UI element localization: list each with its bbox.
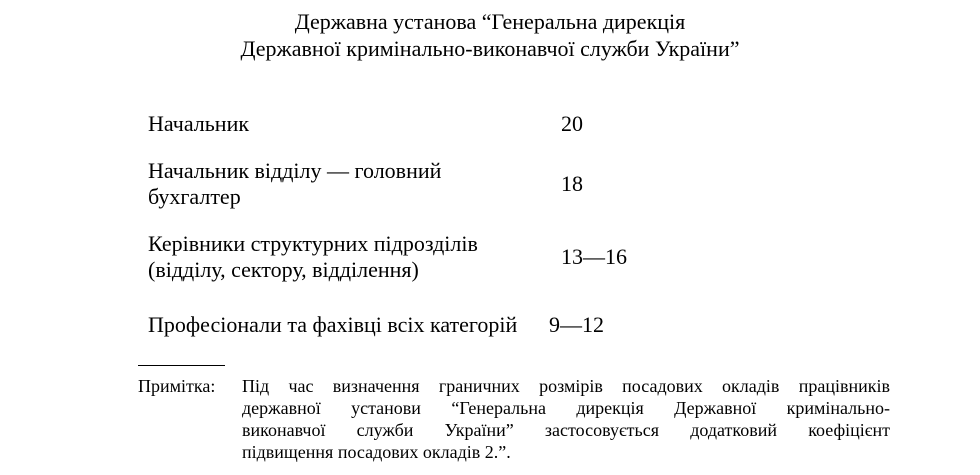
- position-name: [148, 158, 548, 210]
- document-title: [0, 8, 980, 62]
- table-row: [148, 312, 848, 338]
- title-line-2: Державної кримінально-виконавчої служби України”: [240, 36, 740, 61]
- footnote-divider: [138, 365, 225, 366]
- coefficient-value: 20: [561, 111, 583, 136]
- position-name: [148, 231, 548, 283]
- coefficient-value: 9—12: [549, 312, 604, 337]
- position-name-line: бухгалтер: [148, 184, 241, 209]
- table-row: [148, 158, 848, 210]
- table-row: [148, 231, 848, 283]
- position-name-line: Начальник відділу — головний: [148, 158, 442, 183]
- position-name-line: Начальник: [148, 111, 250, 136]
- note-line: державної установи “Генеральна дирекція Державної кримінально-: [242, 398, 890, 418]
- coefficient-value: 13—16: [561, 244, 627, 269]
- table-row: [148, 111, 848, 137]
- note-line: Під час визначення граничних розмірів посадових окладів працівників: [242, 376, 890, 396]
- position-name-line: Керівники структурних підрозділів: [148, 231, 478, 256]
- position-name: [148, 111, 548, 137]
- position-name-line: Професіонали та фахівці всіх категорій: [148, 312, 518, 337]
- position-name-line: (відділу, сектору, відділення): [148, 257, 419, 282]
- note-line: виконавчої служби України” застосовується додатковий коефіцієнт: [242, 420, 890, 440]
- note-text: [242, 375, 890, 463]
- note-line: підвищення посадових окладів 2.”.: [242, 442, 511, 462]
- note-label: Примітка:: [138, 376, 216, 396]
- title-line-1: Державна установа “Генеральна дирекція: [294, 9, 686, 34]
- coefficient-value: 18: [561, 171, 583, 196]
- position-name: [148, 312, 548, 338]
